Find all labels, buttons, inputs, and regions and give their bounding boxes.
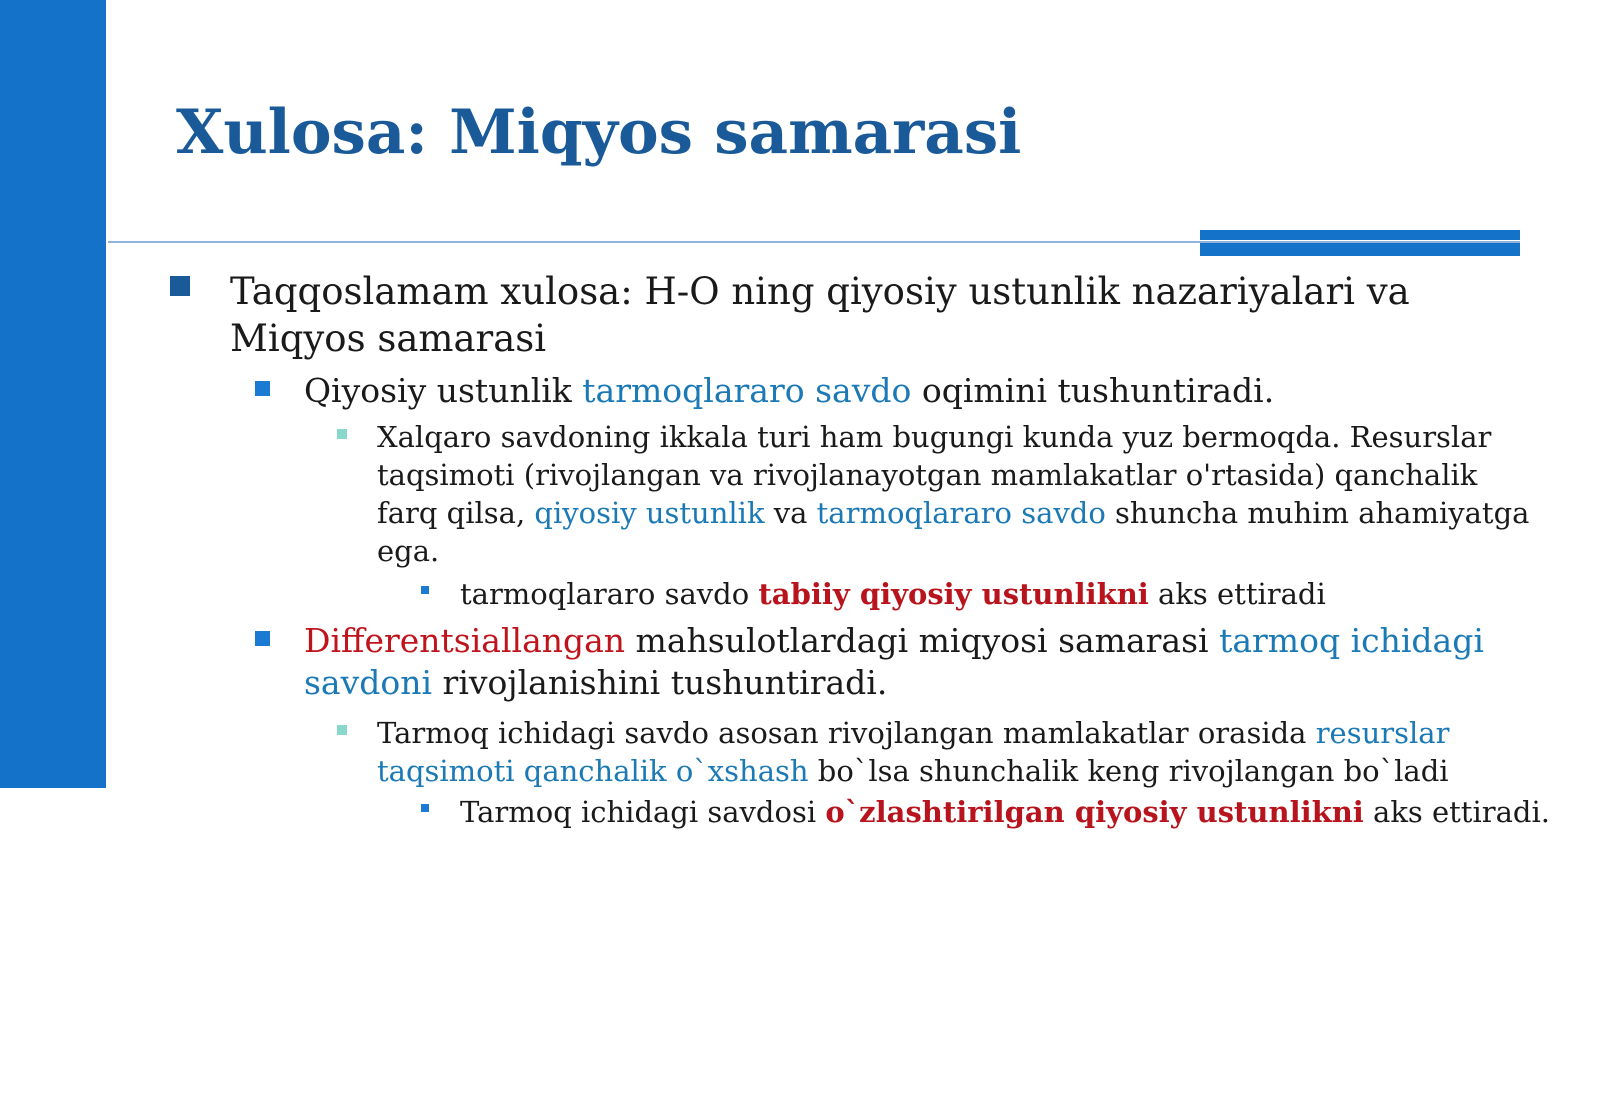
highlight-blue-term: resurslar taqsimoti qanchalik o`xshash	[377, 716, 1450, 788]
square-bullet-icon	[421, 586, 429, 594]
square-bullet-icon	[337, 429, 347, 439]
highlight-blue-term: tarmoq ichidagi savdoni	[304, 621, 1484, 702]
bullet-level-4	[421, 793, 1581, 831]
highlight-red-term: o`zlashtirilgan qiyosiy ustunlikni	[825, 795, 1364, 829]
bullet-text	[304, 370, 1555, 412]
text-segment: aks ettiradi	[1148, 577, 1326, 611]
text-segment: va	[764, 496, 817, 530]
text-segment: Xalqaro savdoning ikkala turi ham bugungi kunda yuz bermoqda. Resurslar taqsimoti (rivojlangan va rivojlanayotgan mamlakatlar o'rtasida) qanchalik farq qilsa,	[377, 420, 1492, 530]
square-bullet-icon	[421, 804, 429, 812]
text-segment: Taqqoslamam xulosa: H-O ning qiyosiy ustunlik nazariyalari va Miqyos samarasi	[230, 270, 1410, 360]
bullet-level-2	[255, 370, 1555, 412]
bullet-text	[377, 418, 1537, 570]
bullet-level-3	[337, 418, 1537, 570]
highlight-blue-term: tarmoqlararo savdo	[816, 496, 1106, 530]
text-segment: Tarmoq ichidagi savdosi	[460, 795, 826, 829]
bullet-level-3	[337, 714, 1487, 790]
bullet-level-2	[255, 620, 1535, 704]
text-segment: Qiyosiy ustunlik	[304, 371, 583, 410]
bullet-text	[460, 575, 1521, 613]
square-bullet-icon	[255, 381, 270, 396]
highlight-blue-term: qiyosiy ustunlik	[534, 496, 765, 530]
text-segment: oqimini tushuntiradi.	[911, 371, 1275, 410]
bullet-text	[304, 620, 1535, 704]
highlight-red-term: tabiiy qiyosiy ustunlikni	[758, 577, 1149, 611]
square-bullet-icon	[337, 725, 347, 735]
text-segment: bo`lsa shunchalik keng rivojlangan bo`ladi	[808, 754, 1449, 788]
bullet-level-4	[421, 575, 1521, 613]
highlight-red-term: Differentsiallangan	[304, 621, 626, 660]
text-segment: mahsulotlardagi miqyosi samarasi	[625, 621, 1220, 660]
bullet-text	[230, 268, 1430, 362]
highlight-blue-term: tarmoqlararo savdo	[582, 371, 912, 410]
bullet-text	[460, 793, 1581, 831]
text-segment: shuncha muhim ahamiyatga ega.	[377, 496, 1530, 568]
text-segment: tarmoqlararo savdo	[460, 577, 759, 611]
slide-title: Xulosa: Miqyos samarasi	[176, 97, 1022, 168]
bullet-text	[377, 714, 1487, 790]
square-bullet-icon	[255, 631, 270, 646]
text-segment: Tarmoq ichidagi savdo asosan rivojlangan mamlakatlar orasida	[377, 716, 1316, 750]
square-bullet-icon	[170, 276, 190, 296]
text-segment: rivojlanishini tushuntiradi.	[432, 663, 888, 702]
text-segment: aks ettiradi.	[1363, 795, 1550, 829]
bullet-level-1	[170, 268, 1430, 362]
